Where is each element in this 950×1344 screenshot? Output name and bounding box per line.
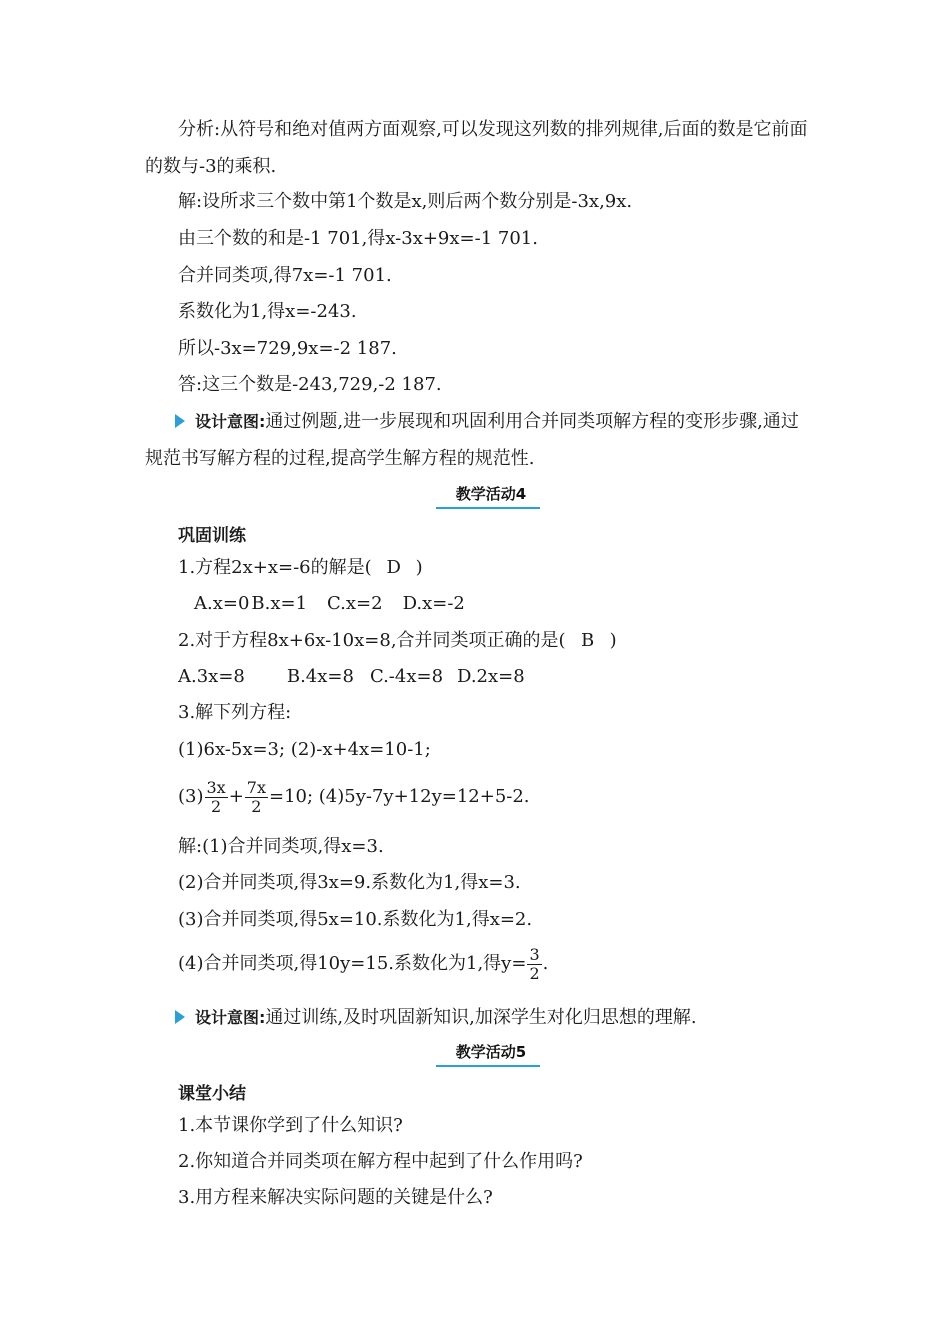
question-1-close: ) [415, 557, 423, 578]
option: B.4x=8 [286, 666, 354, 687]
question-1-stem: 1.方程2x+x=-6的解是( [178, 557, 372, 578]
fraction-numerator: 3x [206, 777, 226, 797]
analysis-paragraph [145, 111, 810, 185]
question-1-options [194, 592, 826, 616]
question-3-items-line2 [178, 774, 810, 820]
question-2-answer: B [580, 630, 595, 651]
fraction-denominator: 2 [529, 963, 540, 983]
fraction-denominator: 2 [211, 796, 222, 816]
play-triangle-icon [175, 1010, 185, 1024]
play-triangle-icon [175, 414, 185, 428]
answer-line: (2)合并同类项,得3x=9.系数化为1,得x=3. [178, 872, 521, 893]
option: A.x=0 [194, 593, 250, 614]
question-2 [178, 629, 810, 653]
question-3-stem: 3.解下列方程: [178, 702, 292, 723]
analysis-prefix: 分析: [178, 119, 221, 140]
question-1 [178, 556, 810, 580]
question-2-options [178, 665, 810, 689]
design-intent-1 [145, 403, 815, 477]
question-1-answer: D [386, 557, 401, 578]
summary-question: 1.本节课你学到了什么知识? [178, 1115, 403, 1136]
design-intent-2 [145, 999, 815, 1036]
fraction [527, 946, 541, 983]
answer-4-prefix: (4)合并同类项,得10y=15.系数化为1,得y= [178, 953, 527, 974]
summary-question: 2.你知道合并同类项在解方程中起到了什么作用吗? [178, 1151, 583, 1172]
fraction-numerator: 7x [246, 777, 266, 797]
design-intent-text: 通过训练,及时巩固新知识,加深学生对化归思想的理解. [265, 1007, 697, 1028]
activity-4-title: 教学活动4 [442, 483, 540, 509]
fraction-denominator: 2 [251, 796, 262, 816]
option: D.x=-2 [402, 593, 465, 614]
answer-line: 解:(1)合并同类项,得x=3. [178, 836, 384, 857]
answer-line-4 [178, 941, 810, 987]
activity-5-heading: 课堂小结 [178, 1084, 246, 1104]
answer-line: (3)合并同类项,得5x=10.系数化为1,得x=2. [178, 909, 533, 930]
solution-line: 解:设所求三个数中第1个数是x,则后两个数分别是-3x,9x. [178, 191, 633, 212]
fraction [205, 779, 228, 816]
option: C.x=2 [327, 593, 383, 614]
fraction [245, 779, 268, 816]
design-intent-label: 设计意图: [195, 412, 266, 431]
option: D.2x=8 [457, 666, 525, 687]
solution-line: 所以-3x=729,9x=-2 187. [178, 338, 397, 359]
option: B.x=1 [251, 593, 308, 614]
solution-line: 由三个数的和是-1 701,得x-3x+9x=-1 701. [178, 228, 538, 249]
question-3-items-line1: (1)6x-5x=3; (2)-x+4x=10-1; [178, 739, 431, 760]
answer-4-suffix: . [542, 953, 549, 974]
item3-prefix: (3) [178, 786, 204, 807]
activity-4-heading: 巩固训练 [178, 526, 246, 546]
question-2-stem: 2.对于方程8x+6x-10x=8,合并同类项正确的是( [178, 630, 566, 651]
question-2-close: ) [609, 630, 617, 651]
plus-sign: + [228, 786, 244, 807]
design-intent-text: 通过例题,进一步展现和巩固利用合并同类项解方程的变形步骤,通过规范书写解方程的过程,提高学生解方程的规范性. [145, 411, 799, 469]
option: A.3x=8 [178, 666, 245, 687]
option: C.-4x=8 [369, 666, 444, 687]
solution-line: 系数化为1,得x=-243. [178, 301, 357, 322]
solution-line: 答:这三个数是-243,729,-2 187. [178, 374, 442, 395]
item3-rest: =10; (4)5y-7y+12y=12+5-2. [269, 786, 530, 807]
analysis-text: 从符号和绝对值两方面观察,可以发现这列数的排列规律,后面的数是它前面的数与-3的乘积. [145, 119, 808, 177]
fraction-numerator: 3 [529, 944, 540, 964]
activity-5-title: 教学活动5 [442, 1041, 540, 1067]
solution-line: 合并同类项,得7x=-1 701. [178, 265, 392, 286]
summary-question: 3.用方程来解决实际问题的关键是什么? [178, 1187, 493, 1208]
design-intent-label: 设计意图: [195, 1008, 266, 1027]
